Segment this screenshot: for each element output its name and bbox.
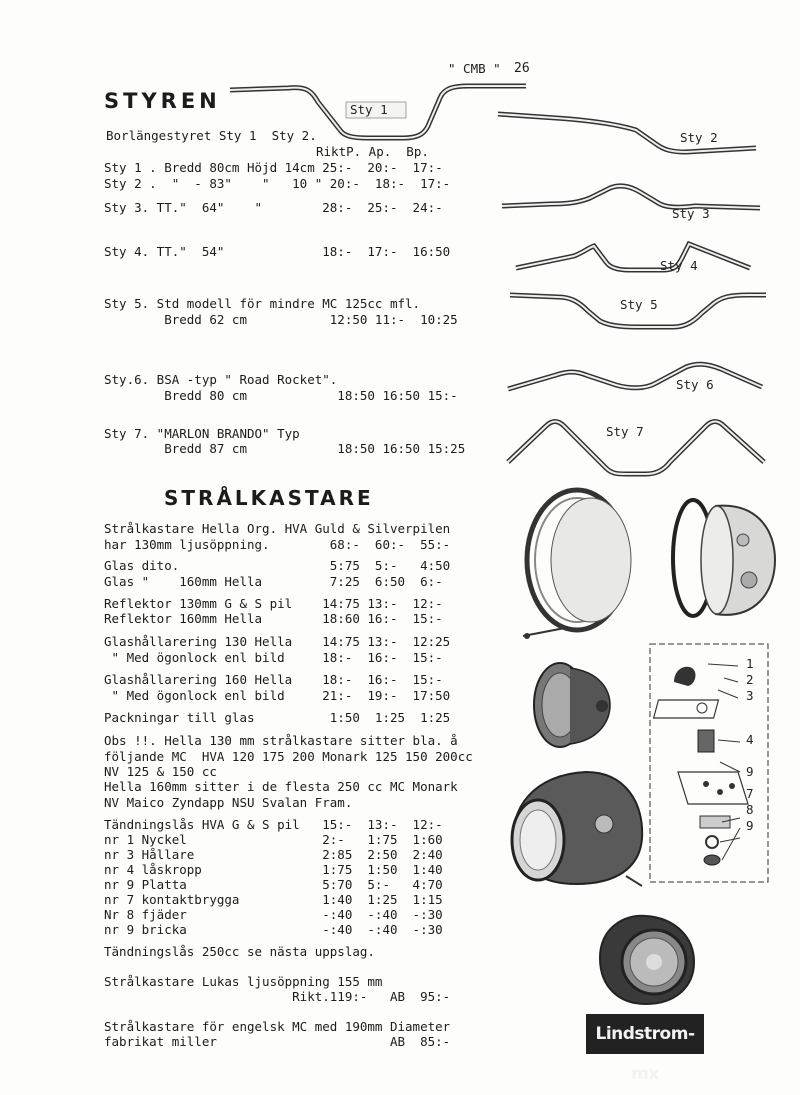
callout-label: 9: [746, 764, 754, 779]
headlight-shell-illustration: [496, 768, 646, 888]
price-line: nr 7 kontaktbrygga 1:40 1:25 1:15: [104, 892, 443, 907]
callout-label: 1: [746, 656, 754, 671]
price-line: Sty.6. BSA -typ " Road Rocket".: [104, 372, 338, 387]
price-line: fabrikat miller AB 85:-: [104, 1034, 451, 1049]
handlebar-sty5-illustration: [508, 285, 768, 335]
sty6-label: Sty 6: [676, 377, 714, 392]
headlight-lucas-illustration: [590, 908, 700, 1008]
sty2-label: Sty 2: [680, 130, 718, 145]
price-line: Tändningslås HVA G & S pil 15:- 13:- 12:-: [104, 817, 443, 832]
callout-label: 4: [746, 732, 754, 747]
note-line: följande MC HVA 120 175 200 Monark 125 150 200cc: [104, 749, 473, 764]
handlebar-sty4-illustration: [514, 238, 754, 283]
price-line: Packningar till glas 1:50 1:25 1:25: [104, 710, 451, 725]
section-heading-styren: STYREN: [104, 89, 221, 113]
price-line: Sty 2 . " - 83" " 10 " 20:- 18:- 17:-: [104, 176, 451, 191]
sty4-label: Sty 4: [660, 258, 698, 273]
price-line: Glashållarering 130 Hella 14:75 13:- 12:25: [104, 634, 451, 649]
handlebar-sty2-illustration: [496, 104, 766, 164]
price-line: Sty 3. TT." 64" " 28:- 25:- 24:-: [104, 200, 443, 215]
price-line: nr 3 Hållare 2:85 2:50 2:40: [104, 847, 443, 862]
sty5-label: Sty 5: [620, 297, 658, 312]
watermark-logo: Lindstrom-mx: [586, 1014, 704, 1054]
headlight-parts-illustration: [505, 488, 780, 648]
price-line: " Med ögonlock enl bild 21:- 19:- 17:50: [104, 688, 451, 703]
price-line: Sty 1 . Bredd 80cm Höjd 14cm 25:- 20:- 17:-: [104, 160, 443, 175]
note-line: NV Maico Zyndapp NSU Svalan Fram.: [104, 795, 353, 810]
handlebar-sty1-illustration: [228, 78, 528, 148]
price-line: Nr 8 fjäder -:40 -:40 -:30: [104, 907, 443, 922]
sty3-label: Sty 3: [672, 206, 710, 221]
callout-label: 7: [746, 786, 754, 801]
price-line: Strålkastare för engelsk MC med 190mm Diameter: [104, 1019, 451, 1034]
price-line: har 130mm ljusöppning. 68:- 60:- 55:-: [104, 537, 451, 552]
price-line: Bredd 62 cm 12:50 11:- 10:25: [104, 312, 458, 327]
price-column-header: RiktP. Ap. Bp.: [316, 144, 429, 159]
price-line: Bredd 87 cm 18:50 16:50 15:25: [104, 441, 466, 456]
price-line: nr 1 Nyckel 2:- 1:75 1:60: [104, 832, 443, 847]
cmb-marker: " CMB ": [448, 61, 501, 76]
sty7-label: Sty 7: [606, 424, 644, 439]
price-line: nr 9 Platta 5:70 5:- 4:70: [104, 877, 443, 892]
callout-label: 9: [746, 818, 754, 833]
price-line: Sty 5. Std modell för mindre MC 125cc mfl.: [104, 296, 421, 311]
price-line: Strålkastare Lukas ljusöppning 155 mm: [104, 974, 383, 989]
price-line: Reflektor 130mm G & S pil 14:75 13:- 12:-: [104, 596, 443, 611]
price-line: nr 9 bricka -:40 -:40 -:30: [104, 922, 443, 937]
price-line: " Med ögonlock enl bild 18:- 16:- 15:-: [104, 650, 443, 665]
note-line: NV 125 & 150 cc: [104, 764, 217, 779]
price-line: Strålkastare Hella Org. HVA Guld & Silverpilen: [104, 521, 451, 536]
price-line: Bredd 80 cm 18:50 16:50 15:-: [104, 388, 458, 403]
sty1-label: Sty 1: [350, 102, 388, 117]
ignition-lock-diagram: [648, 642, 772, 886]
callout-label: 3: [746, 688, 754, 703]
headlight-eyelid-illustration: [530, 660, 620, 760]
callout-label: 2: [746, 672, 754, 687]
callout-label: 8: [746, 802, 754, 817]
price-line: Glas " 160mm Hella 7:25 6:50 6:-: [104, 574, 443, 589]
price-line: Glashållarering 160 Hella 18:- 16:- 15:-: [104, 672, 443, 687]
price-line: nr 4 låskropp 1:75 1:50 1:40: [104, 862, 443, 877]
price-line: Sty 7. "MARLON BRANDO" Typ: [104, 426, 300, 441]
styren-intro: Borlängestyret Sty 1 Sty 2.: [106, 128, 317, 143]
handlebar-sty3-illustration: [500, 178, 765, 228]
price-line: Sty 4. TT." 54" 18:- 17:- 16:50: [104, 244, 451, 259]
note-line: Tändningslås 250cc se nästa uppslag.: [104, 944, 375, 959]
price-line: Reflektor 160mm Hella 18:60 16:- 15:-: [104, 611, 443, 626]
handlebar-sty7-illustration: [506, 412, 768, 482]
note-line: Obs !!. Hella 130 mm strålkastare sitter bla. å: [104, 733, 458, 748]
note-line: Hella 160mm sitter i de flesta 250 cc MC Monark: [104, 779, 458, 794]
section-heading-stralkastare: STRÅLKASTARE: [164, 486, 374, 510]
price-line: Glas dito. 5:75 5:- 4:50: [104, 558, 451, 573]
price-line: Rikt.119:- AB 95:-: [104, 989, 451, 1004]
handlebar-sty6-illustration: [506, 355, 764, 405]
page-number: 26: [514, 61, 530, 76]
